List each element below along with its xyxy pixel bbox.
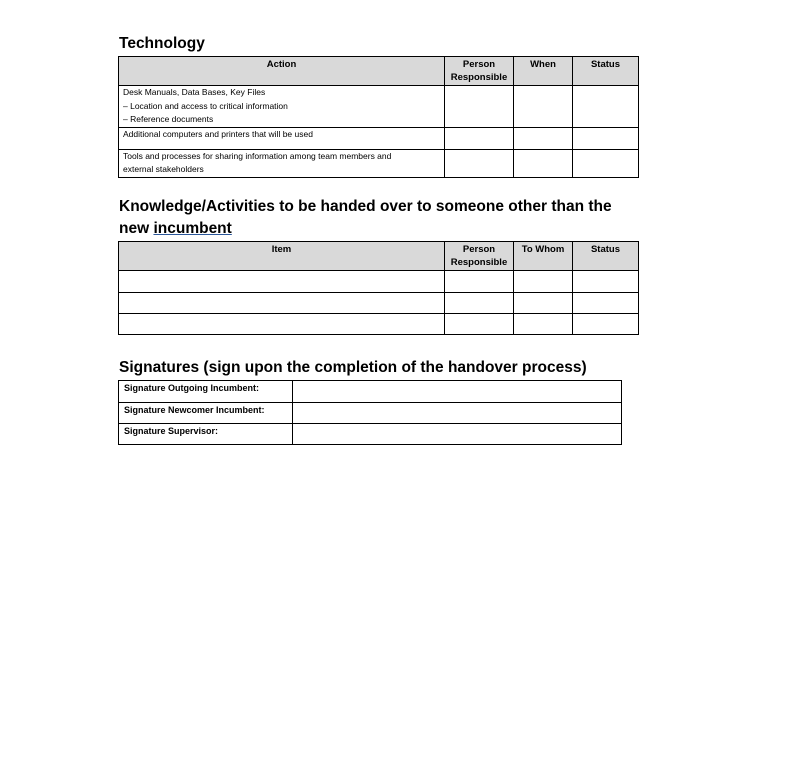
action-line: Desk Manuals, Data Bases, Key Files <box>123 87 266 97</box>
when-cell[interactable] <box>514 149 573 177</box>
table-row <box>119 424 622 445</box>
signature-field[interactable] <box>293 403 622 424</box>
item-cell[interactable] <box>119 271 445 293</box>
table-row <box>119 86 639 128</box>
to-whom-cell[interactable] <box>514 293 573 314</box>
signature-label: Signature Newcomer Incumbent: <box>119 403 293 424</box>
table-row <box>119 127 639 149</box>
person-responsible-cell[interactable] <box>445 127 514 149</box>
when-cell[interactable] <box>514 86 573 128</box>
action-line: – Location and access to critical information <box>123 100 288 111</box>
knowledge-table <box>118 241 639 335</box>
item-cell[interactable] <box>119 293 445 314</box>
header-status: Status <box>573 242 639 271</box>
knowledge-heading-line2-prefix: new <box>119 220 154 237</box>
status-cell[interactable] <box>573 86 639 128</box>
status-cell[interactable] <box>573 293 639 314</box>
person-responsible-cell[interactable] <box>445 271 514 293</box>
knowledge-heading <box>119 196 612 240</box>
technology-table <box>118 56 639 178</box>
signature-field[interactable] <box>293 424 622 445</box>
to-whom-cell[interactable] <box>514 271 573 293</box>
knowledge-header-row <box>119 242 639 271</box>
signatures-heading: Signatures (sign upon the completion of the handover process) <box>119 359 587 376</box>
signature-label: Signature Supervisor: <box>119 424 293 445</box>
header-item: Item <box>119 242 445 271</box>
action-line: Additional computers and printers that will be used <box>123 128 313 139</box>
header-person-responsible: Person Responsible <box>445 57 514 86</box>
status-cell[interactable] <box>573 314 639 335</box>
action-line: Tools and processes for sharing information among team members and <box>123 150 392 161</box>
technology-heading: Technology <box>119 35 205 52</box>
when-cell[interactable] <box>514 127 573 149</box>
signatures-table <box>118 380 622 445</box>
knowledge-heading-underlined: incumbent <box>153 220 232 237</box>
table-row <box>119 403 622 424</box>
person-responsible-cell[interactable] <box>445 314 514 335</box>
knowledge-heading-line1: Knowledge/Activities to be handed over to someone other than the <box>119 198 612 215</box>
table-row <box>119 381 622 403</box>
action-cell[interactable] <box>119 86 445 128</box>
action-cell[interactable] <box>119 149 445 177</box>
action-line: – Reference documents <box>123 114 214 124</box>
header-person-responsible: Person Responsible <box>445 242 514 271</box>
person-responsible-cell[interactable] <box>445 293 514 314</box>
status-cell[interactable] <box>573 271 639 293</box>
person-responsible-cell[interactable] <box>445 86 514 128</box>
table-row <box>119 293 639 314</box>
signature-label: Signature Outgoing Incumbent: <box>119 381 293 403</box>
status-cell[interactable] <box>573 149 639 177</box>
technology-header-row <box>119 57 639 86</box>
table-row <box>119 149 639 177</box>
to-whom-cell[interactable] <box>514 314 573 335</box>
table-row <box>119 314 639 335</box>
action-line: external stakeholders <box>123 164 204 174</box>
table-row <box>119 271 639 293</box>
header-action: Action <box>119 57 445 86</box>
person-responsible-cell[interactable] <box>445 149 514 177</box>
header-to-whom: To Whom <box>514 242 573 271</box>
status-cell[interactable] <box>573 127 639 149</box>
signature-field[interactable] <box>293 381 622 403</box>
header-status: Status <box>573 57 639 86</box>
action-cell[interactable] <box>119 127 445 149</box>
header-when: When <box>514 57 573 86</box>
item-cell[interactable] <box>119 314 445 335</box>
